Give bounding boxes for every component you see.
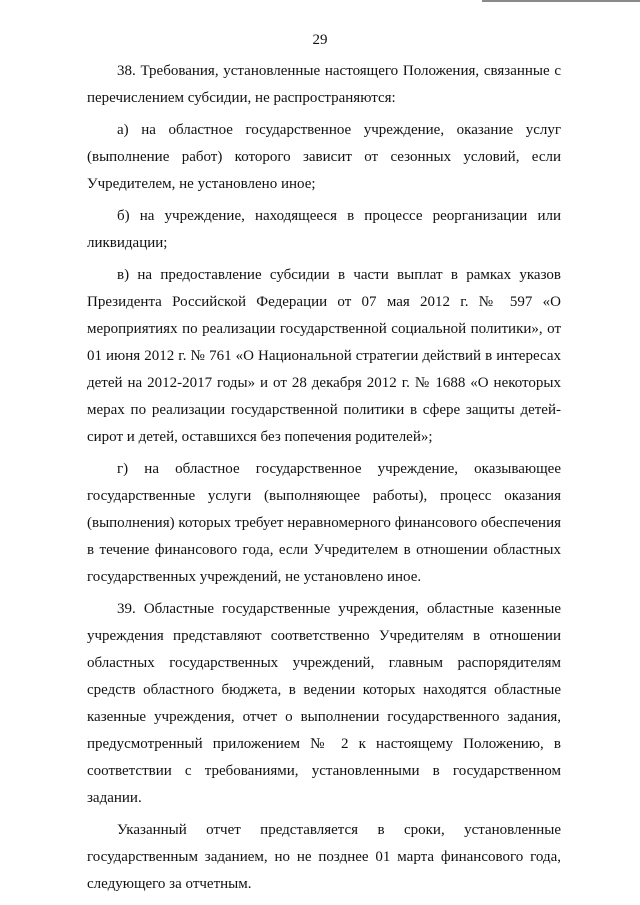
page-number: 29 xyxy=(312,32,328,48)
paragraph-38-a: а) на областное государственное учреждение, оказание услуг (выполнение работ) которого зависит от сезонных условий, если Учредителем, не установлено иное; xyxy=(87,122,561,192)
paragraph-38-b: б) на учреждение, находящееся в процессе реорганизации или ликвидации; xyxy=(87,208,561,251)
paragraph-39: 39. Областные государственные учреждения, областные казенные учреждения представляют соответственно Учредителям в отношении областных государственных учреждений, главным распорядителям средств областного бюджета, в ведении которых находятся областные казенные учреждения, отчет о выполнении государственного задания, предусмотренный приложением № 2 к настоящему Положению, в соответствии с требованиями, установленными в государственном задании. xyxy=(87,601,561,806)
paragraph-report-deadline: Указанный отчет представляется в сроки, установленные государственным заданием, но не позднее 01 марта финансового года, следующего за отчетным. xyxy=(87,822,561,892)
document-body xyxy=(87,58,561,898)
paragraph-38: 38. Требования, установленные настоящего Положения, связанные с перечислением субсидии, не распространяются: xyxy=(87,63,561,106)
paragraph-38-g: г) на областное государственное учреждение, оказывающее государственные услуги (выполняющее работы), процесс оказания (выполнения) которых требует неравномерного финансового обеспечения в течение финансового года, если Учредителем в отношении областных государственных учреждений, не установлено иное. xyxy=(87,461,561,585)
scan-edge-line xyxy=(482,0,640,2)
paragraph-38-v: в) на предоставление субсидии в части выплат в рамках указов Президента Российской Федерации от 07 мая 2012 г. № 597 «О мероприятиях по реализации государственной социальной политики», от 01 июня 2012 г. № 761 «О Национальной стратегии действий в интересах детей на 2012-2017 годы» и от 28 декабря 2012 г. № 1688 «О некоторых мерах по реализации государственной политики в сфере защиты детей-сирот и детей, оставшихся без попечения родителей»; xyxy=(87,267,561,445)
